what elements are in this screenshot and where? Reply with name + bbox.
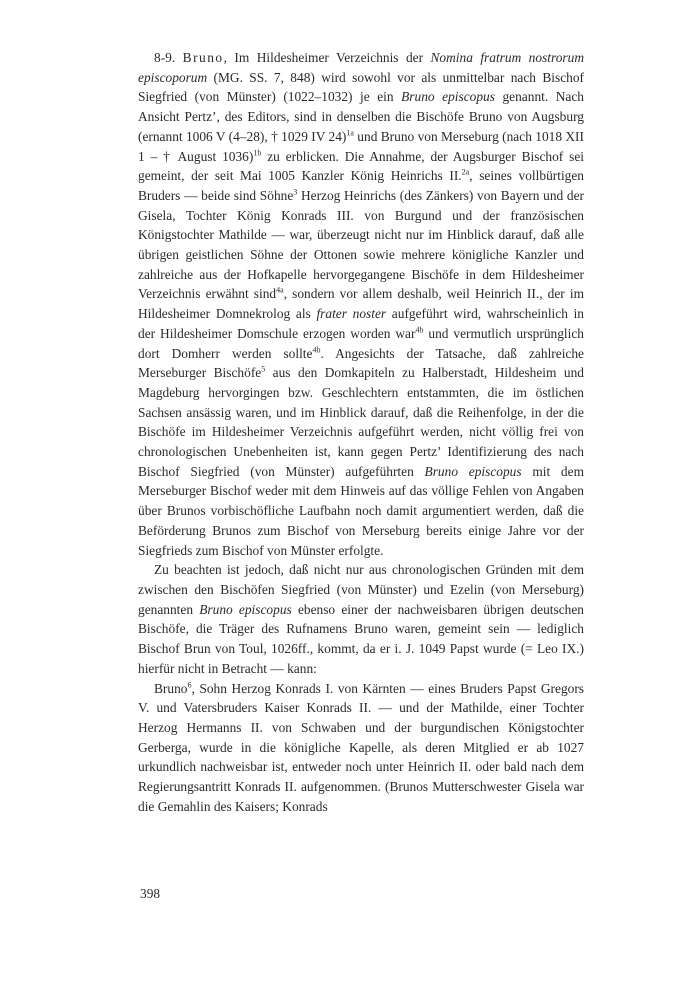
latin-term: Nomina fratrum nostrorum episcoporum — [138, 50, 584, 85]
text-run: aufgeführt wird, wahrscheinlich in der Hildesheimer Domschule erzogen worden war — [138, 306, 584, 341]
footnote-marker: 3 — [293, 187, 298, 197]
footnote-marker: 4a — [276, 285, 284, 295]
page-number: 398 — [140, 886, 161, 901]
text-run: genannt. Nach Ansicht Pertz’, des Editors, sind in denselben die Bischöfe Bruno von Augsburg (ernannt 1006 V (4–28), † 1029 IV 24) — [138, 89, 584, 144]
text-run: , sondern vor allem deshalb, weil Heinrich II., der im Hildesheimer Domnekrolog als — [138, 286, 584, 322]
text-run: Herzog Heinrichs (des Zänkers) von Bayern und der Gisela, Tochter König Konrads III. von Burgund und der französischen Königstochter Mathilde — war, überzeugt nicht nur im Hinblick darauf, daß alle übrigen geistlichen Söhne der Ottonen sowie mehrere königliche Kanzler und zahlreiche aus der Hofkapelle hervorgegangene Bischöfe in dem Hildesheimer Verzeichnis erwähnt sind — [138, 187, 584, 302]
page-body — [138, 48, 584, 816]
text-run: , Sohn Herzog Konrads I. von Kärnten — eines Bruders Papst Gregors V. und Vatersbruders Kaiser Konrads II. — und der Mathilde, einer Tochter Herzog Hermanns II. von Schwaben und der burgundischen Königstochter Gerberga, wurde in die königliche Kapelle, als deren Mitglied er ab 1027 urkundlich nachweisbar ist, entweder noch unter Heinrich II. oder bald nach dem Regierungsantritt Konrads II. aufgenommen. (Brunos Mutterschwester Gisela war die Gemahlin des Kaisers; Konrads — [138, 680, 584, 814]
footnote-marker: 4b — [415, 325, 424, 335]
footnote-marker: 1a — [346, 128, 354, 138]
text-run: 8-9. — [154, 50, 183, 65]
text-run: ebenso einer der nachweisbaren übrigen deutschen Bischöfe, die Träger des Rufnamens Bruno waren, gemeint sein — lediglich Bischof Brun von Toul, 1026ff., kommt, da er i. J. 1049 Papst wurde (= Leo IX.) hierfür nicht in Betracht — kann: — [138, 601, 585, 676]
text-run: zu erblicken. Die Annahme, der Augsburger Bischof sei gemeint, der seit Mai 1005 Kanzler König Heinrichs II. — [138, 148, 584, 184]
footnote-marker: 1b — [253, 148, 262, 158]
footnote-marker: 6 — [187, 680, 192, 690]
latin-term: Bruno episcopus — [401, 89, 495, 105]
text-run: , Im Hildesheimer Verzeichnis der — [223, 50, 431, 65]
paragraph-3 — [138, 679, 584, 817]
text-run: Zu beachten ist jedoch, daß nicht nur aus chronologischen Gründen mit dem zwischen den Bischöfen Siegfried (von Münster) und Ezelin (von Merseburg) genannten — [138, 562, 584, 617]
text-run: , seines vollbürtigen Bruders — beide sind Söhne — [138, 168, 585, 203]
paragraph-2 — [138, 560, 584, 678]
paragraph-1 — [138, 48, 584, 560]
footnote-marker: 2a — [461, 167, 470, 177]
latin-term: Bruno episcopus — [424, 463, 522, 479]
text-run: Bruno — [154, 680, 188, 696]
latin-term: frater noster — [316, 306, 387, 322]
text-run: aus den Domkapiteln zu Halberstadt, Hildesheim und Magdeburg hervorgingen bzw. Geschlechtern entstammten, die im östlichen Sachsen ansässig waren, und im Hinblick darauf, daß die Reihenfolge, in der die Bischöfe im Hildesheimer Verzeichnis aufgeführt werden, nicht völlig frei von chronologischen Unebenheiten ist, kann gegen Pertz’ Identifizierung des nach Bischof Siegfried (von Münster) aufgeführten — [138, 365, 584, 479]
footnote-marker: 5 — [261, 364, 266, 374]
text-run: . Angesichts der Tatsache, daß zahlreiche Merseburger Bischöfe — [138, 345, 584, 381]
text-run: mit dem Merseburger Bischof weder mit dem Hinweis auf das völlige Fehlen von Angaben über Brunos vorbischöfliche Laufbahn noch damit argumentiert werden, daß die Beförderung Brunos zum Bischof von Merseburg bereits einige Jahre vor der Siegfrieds zum Bischof von Münster erfolgte. — [138, 463, 584, 558]
text-run: und Bruno von Merseburg (nach 1018 XII 1 – † August 1036) — [138, 128, 584, 164]
latin-term: Bruno episcopus — [199, 601, 292, 617]
text-run: und vermutlich ursprünglich dort Domherr werden sollte — [138, 325, 584, 361]
text-run: (MG. SS. 7, 848) wird sowohl vor als unmittelbar nach Bischof Siegfried (von Münster) (1022–1032) je ein — [138, 69, 584, 105]
footnote-marker: 4b — [312, 345, 321, 355]
entry-name: Bruno — [182, 50, 224, 65]
